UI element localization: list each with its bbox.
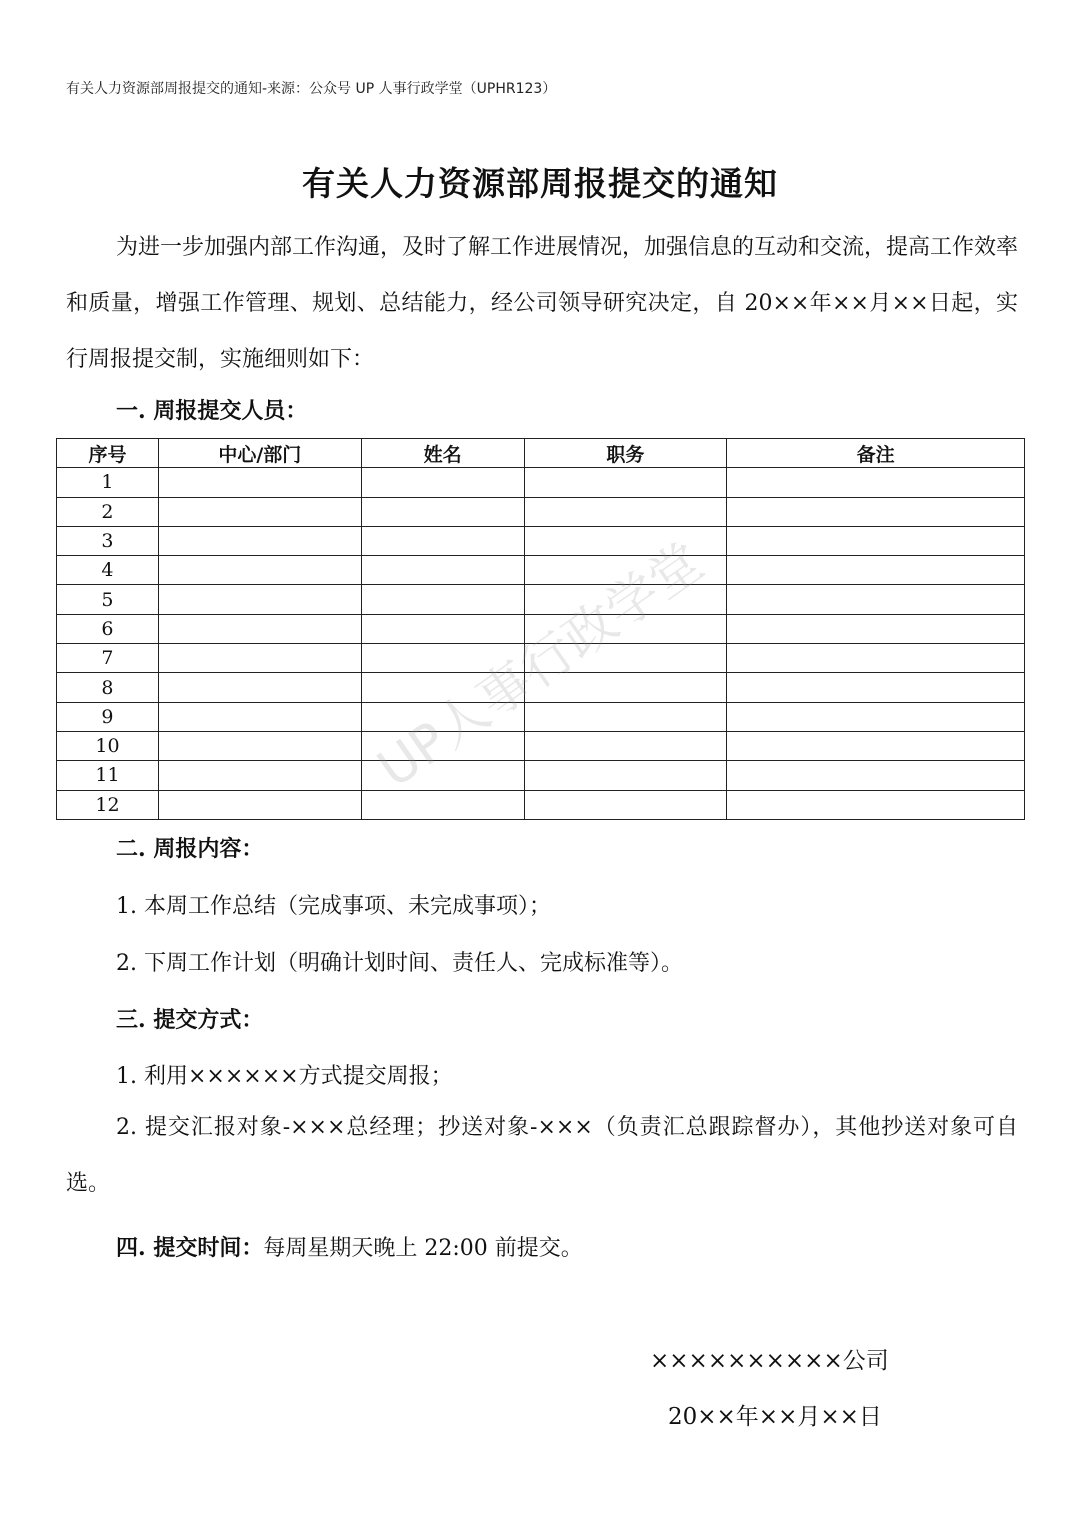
row-index: 6 bbox=[57, 614, 159, 643]
remarks-cell[interactable] bbox=[727, 468, 1025, 497]
department-cell[interactable] bbox=[158, 644, 361, 673]
position-cell[interactable] bbox=[524, 468, 727, 497]
position-cell[interactable] bbox=[524, 614, 727, 643]
department-cell[interactable] bbox=[158, 673, 361, 702]
col-header-index: 序号 bbox=[57, 439, 159, 468]
row-index: 3 bbox=[57, 526, 159, 555]
department-cell[interactable] bbox=[158, 761, 361, 790]
col-header-name: 姓名 bbox=[361, 439, 524, 468]
remarks-cell[interactable] bbox=[727, 614, 1025, 643]
table-header-row bbox=[57, 439, 1025, 468]
department-cell[interactable] bbox=[158, 497, 361, 526]
table-row bbox=[57, 585, 1025, 614]
name-cell[interactable] bbox=[361, 790, 524, 819]
remarks-cell[interactable] bbox=[727, 731, 1025, 760]
table-row bbox=[57, 790, 1025, 819]
staff-table bbox=[56, 438, 1025, 820]
department-cell[interactable] bbox=[158, 731, 361, 760]
name-cell[interactable] bbox=[361, 614, 524, 643]
row-index: 9 bbox=[57, 702, 159, 731]
col-header-department: 中心/部门 bbox=[158, 439, 361, 468]
signature-date: 20××年××月××日 bbox=[668, 1404, 882, 1430]
table-row bbox=[57, 761, 1025, 790]
row-index: 5 bbox=[57, 585, 159, 614]
name-cell[interactable] bbox=[361, 468, 524, 497]
table-row bbox=[57, 468, 1025, 497]
section4-line bbox=[116, 1231, 583, 1262]
position-cell[interactable] bbox=[524, 702, 727, 731]
position-cell[interactable] bbox=[524, 790, 727, 819]
section2-heading: 二. 周报内容： bbox=[116, 836, 264, 862]
section3-heading: 三. 提交方式： bbox=[116, 1007, 264, 1033]
row-index: 12 bbox=[57, 790, 159, 819]
table-row bbox=[57, 526, 1025, 555]
row-index: 8 bbox=[57, 673, 159, 702]
department-cell[interactable] bbox=[158, 614, 361, 643]
section1-heading: 一. 周报提交人员： bbox=[116, 398, 308, 424]
page-title: 有关人力资源部周报提交的通知 bbox=[302, 164, 778, 203]
position-cell[interactable] bbox=[524, 526, 727, 555]
position-cell[interactable] bbox=[524, 497, 727, 526]
department-cell[interactable] bbox=[158, 790, 361, 819]
remarks-cell[interactable] bbox=[727, 702, 1025, 731]
name-cell[interactable] bbox=[361, 556, 524, 585]
section4-label: 四. 提交时间： bbox=[116, 1235, 264, 1261]
name-cell[interactable] bbox=[361, 526, 524, 555]
remarks-cell[interactable] bbox=[727, 761, 1025, 790]
position-cell[interactable] bbox=[524, 673, 727, 702]
department-cell[interactable] bbox=[158, 468, 361, 497]
source-header: 有关人力资源部周报提交的通知-来源：公众号 UP 人事行政学堂（UPHR123） bbox=[66, 81, 557, 97]
company-signature: ××××××××××公司 bbox=[650, 1348, 889, 1374]
section2-item1: 1. 本周工作总结（完成事项、未完成事项）； bbox=[116, 894, 551, 919]
remarks-cell[interactable] bbox=[727, 673, 1025, 702]
table-row bbox=[57, 644, 1025, 673]
row-index: 2 bbox=[57, 497, 159, 526]
name-cell[interactable] bbox=[361, 761, 524, 790]
remarks-cell[interactable] bbox=[727, 644, 1025, 673]
watermark: UP人事行政学堂 bbox=[367, 531, 715, 800]
row-index: 10 bbox=[57, 731, 159, 760]
row-index: 4 bbox=[57, 556, 159, 585]
department-cell[interactable] bbox=[158, 526, 361, 555]
name-cell[interactable] bbox=[361, 585, 524, 614]
position-cell[interactable] bbox=[524, 585, 727, 614]
section4-text: 每周星期天晚上 22:00 前提交。 bbox=[263, 1236, 583, 1261]
position-cell[interactable] bbox=[524, 644, 727, 673]
department-cell[interactable] bbox=[158, 585, 361, 614]
name-cell[interactable] bbox=[361, 731, 524, 760]
position-cell[interactable] bbox=[524, 731, 727, 760]
name-cell[interactable] bbox=[361, 673, 524, 702]
remarks-cell[interactable] bbox=[727, 556, 1025, 585]
name-cell[interactable] bbox=[361, 702, 524, 731]
remarks-cell[interactable] bbox=[727, 497, 1025, 526]
remarks-cell[interactable] bbox=[727, 526, 1025, 555]
section3-item2: 2. 提交汇报对象-×××总经理；抄送对象-×××（负责汇总跟踪督办），其他抄送对象可自选。 bbox=[66, 1115, 1018, 1196]
row-index: 11 bbox=[57, 761, 159, 790]
table-row bbox=[57, 702, 1025, 731]
department-cell[interactable] bbox=[158, 702, 361, 731]
position-cell[interactable] bbox=[524, 556, 727, 585]
name-cell[interactable] bbox=[361, 497, 524, 526]
remarks-cell[interactable] bbox=[727, 790, 1025, 819]
remarks-cell[interactable] bbox=[727, 585, 1025, 614]
table-row bbox=[57, 556, 1025, 585]
table-row bbox=[57, 731, 1025, 760]
section3-item1: 1. 利用××××××方式提交周报； bbox=[116, 1064, 453, 1089]
intro-paragraph: 为进一步加强内部工作沟通，及时了解工作进展情况，加强信息的互动和交流，提高工作效率和质量，增强工作管理、规划、总结能力，经公司领导研究决定，自 20××年××月××日起，实行周报提交制，实施细则如下： bbox=[66, 235, 1019, 372]
row-index: 1 bbox=[57, 468, 159, 497]
table-row bbox=[57, 497, 1025, 526]
col-header-position: 职务 bbox=[524, 439, 727, 468]
section2-item2: 2. 下周工作计划（明确计划时间、责任人、完成标准等）。 bbox=[116, 951, 683, 976]
position-cell[interactable] bbox=[524, 761, 727, 790]
name-cell[interactable] bbox=[361, 644, 524, 673]
table-row bbox=[57, 673, 1025, 702]
department-cell[interactable] bbox=[158, 556, 361, 585]
table-row bbox=[57, 614, 1025, 643]
col-header-remarks: 备注 bbox=[727, 439, 1025, 468]
row-index: 7 bbox=[57, 644, 159, 673]
